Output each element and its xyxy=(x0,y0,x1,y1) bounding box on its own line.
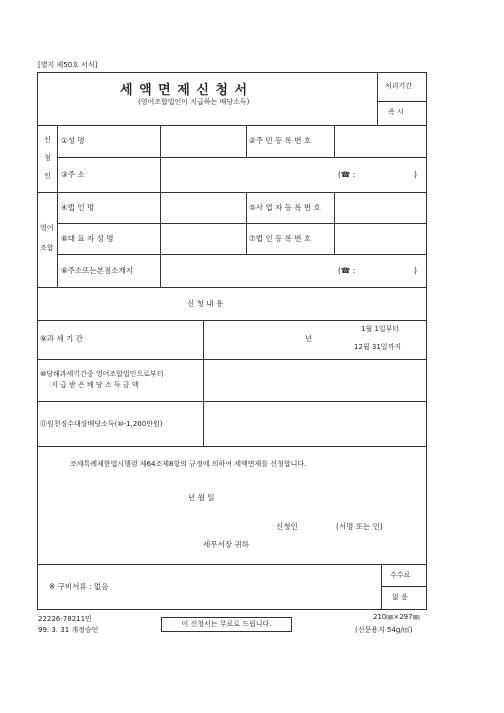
applicant-section-char-3: 인 xyxy=(44,172,51,180)
withholding-label: ⑪원천징수대상배당소득(⑩-1,200만원) xyxy=(40,420,163,428)
applicant-phone-close: ) xyxy=(414,170,417,179)
corp-phone-close: ) xyxy=(414,266,417,275)
address-field[interactable] xyxy=(161,158,426,192)
paper-size: 210㎜×297㎜ xyxy=(373,613,420,621)
applicant-section-char-1: 신 xyxy=(44,136,51,144)
address-label: ③주 소 xyxy=(61,170,85,179)
application-statement: 조세특례제한법시행령 제64조제8항의 규정에 의하여 세액면제를 신청합니다. xyxy=(70,460,307,468)
approval-date: 99. 3. 31 개정승인 xyxy=(38,626,99,634)
rep-name-field[interactable] xyxy=(161,224,246,254)
tax-period-to: 12월 31일까지 xyxy=(354,343,402,351)
signer-label: 신청인 xyxy=(276,522,298,531)
form-subtitle: (영어조합법인이 지급하는 배당소득) xyxy=(138,98,250,106)
rep-name-label: ⑥대 표 자 성 명 xyxy=(61,234,114,243)
paper-spec: (신문용지 54g/㎡) xyxy=(355,626,413,634)
signature-note: (서명 또는 인) xyxy=(336,522,383,531)
hq-address-label: ⑧주소또는본점소재지 xyxy=(61,266,133,275)
fee-value: 없 음 xyxy=(392,593,408,601)
corp-phone-label: (☎ : xyxy=(338,266,356,275)
fee-label: 수수료 xyxy=(390,571,411,579)
withholding-amount-field[interactable] xyxy=(204,402,426,446)
corp-name-field[interactable] xyxy=(161,193,246,223)
request-content-header: 신 청 내 용 xyxy=(187,299,224,308)
dividend-amount-field[interactable] xyxy=(204,360,426,401)
corp-reg-field[interactable] xyxy=(335,224,426,254)
dividend-label-line-2: 지 급 받 은 배 당 소 득 금 액 xyxy=(51,381,139,389)
corp-reg-label: ⑦법 인 등 록 번 호 xyxy=(249,234,312,243)
corp-section-line-2: 조합 xyxy=(40,244,54,252)
name-label: ①성 명 xyxy=(61,136,85,145)
rrn-label: ②주 민 등 록 번 호 xyxy=(249,136,312,145)
name-field[interactable] xyxy=(161,126,246,157)
form-code: 22226-78211민 xyxy=(38,615,92,623)
corp-name-label: ④법 인 명 xyxy=(61,203,95,212)
biz-reg-label: ⑤사 업 자 등 록 번 호 xyxy=(249,203,321,212)
tax-period-label: ⑨과 세 기 간 xyxy=(40,334,83,343)
form-title: 세 액 면 제 신 청 서 xyxy=(120,83,249,98)
applicant-section-char-2: 청 xyxy=(44,154,51,162)
processing-label: 처리기간 xyxy=(385,82,413,90)
tax-period-year: 년 xyxy=(305,334,313,343)
form-number: [별지 제50호 서식] xyxy=(38,61,98,69)
tax-period-from: 1월 1일부터 xyxy=(361,325,400,333)
processing-value: 즉 시 xyxy=(388,108,404,116)
required-documents: ※ 구비서류 : 없음 xyxy=(49,582,109,591)
biz-reg-field[interactable] xyxy=(335,193,426,223)
applicant-phone-label: (☎ : xyxy=(338,170,356,179)
rrn-field[interactable] xyxy=(335,126,426,157)
tax-period-field[interactable] xyxy=(204,321,426,359)
tax-office-addressee: 세무서장 귀하 xyxy=(203,540,249,549)
corp-section-line-1: 영어 xyxy=(40,224,54,232)
date-line: 년 월 일 xyxy=(188,493,215,502)
dividend-label-line-1: ⑩당해과세기간중 영어조합법인으로부터 xyxy=(40,370,164,378)
free-notice: 이 신청서는 무료로 드립니다. xyxy=(161,617,292,632)
hq-address-field[interactable] xyxy=(161,255,426,287)
